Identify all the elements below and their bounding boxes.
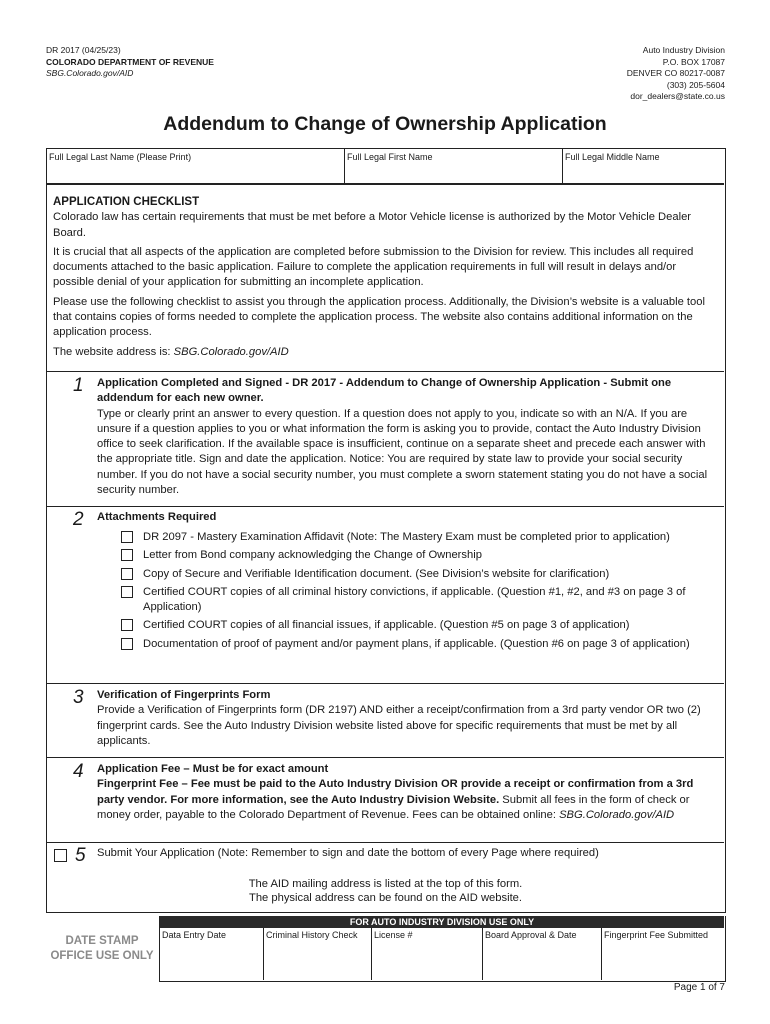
attachment-checkbox[interactable]: [121, 586, 133, 598]
attachment-label: Letter from Bond company acknowledging the Change of Ownership: [143, 549, 482, 562]
address-line: DENVER CO 80217-0087: [626, 68, 725, 78]
office-use-label: OFFICE USE ONLY: [50, 950, 154, 962]
checklist-heading: APPLICATION CHECKLIST: [53, 196, 200, 208]
fingerprint-fee-text: Fingerprint Fee – Fee must be paid to the Auto Industry Division OR provide a receipt or confirmation from a 3rd party vendor. For more information, see the Auto Industry Division Website.: [97, 778, 694, 806]
item-number: 2: [73, 509, 84, 530]
date-stamp-label: DATE STAMP: [65, 935, 139, 947]
item-number: 4: [73, 761, 84, 782]
attachment-checkbox[interactable]: [121, 619, 133, 631]
criminal-history-cell[interactable]: [264, 928, 372, 980]
application-checklist: [53, 195, 717, 364]
item-body: [97, 510, 713, 525]
checklist-paragraph: It is crucial that all aspects of the application are completed before submission to the Division for review. This includes all required documents attached to the basic application. Failure to complete the application requirements in full will result in delays and/or possible denial of your application for submitting an incomplete application.: [53, 245, 694, 289]
column-label: Fingerprint Fee Submitted: [604, 930, 709, 940]
date-stamp-area: [46, 934, 158, 964]
item-title: Verification of Fingerprints Form: [97, 689, 271, 701]
divider: [47, 757, 724, 758]
column-label: Data Entry Date: [162, 930, 227, 940]
attachment-item: [97, 530, 713, 545]
attachment-checkbox[interactable]: [121, 638, 133, 650]
form-header-left: [46, 45, 214, 80]
department-name: COLORADO DEPARTMENT OF REVENUE: [46, 56, 214, 67]
email-link[interactable]: dor_dealers@state.co.us: [630, 91, 725, 101]
first-name-field[interactable]: [345, 149, 563, 183]
data-entry-date-cell[interactable]: [160, 928, 264, 980]
address-line: Auto Industry Division: [642, 45, 725, 55]
checklist-paragraph: Please use the following checklist to assist you through the application process. Additionally, the Division’s website is a valuable tool that contains copies of forms needed to complete the application process. The website also contains additional information on the application process.: [53, 295, 705, 339]
address-line: (303) 205-5604: [666, 79, 725, 90]
attachment-label: Documentation of proof of payment and/or payment plans, if applicable. (Question #6 on page 3 of application): [143, 637, 690, 650]
item-body: [97, 376, 713, 498]
attachment-item: [97, 585, 713, 616]
license-number-cell[interactable]: [372, 928, 483, 980]
fingerprint-fee-cell[interactable]: [602, 928, 724, 980]
item-description: Submit Your Application (Note: Remember to sign and date the bottom of every Page where required): [97, 847, 599, 859]
mailing-note-line: The physical address can be found on the AID website.: [248, 892, 523, 904]
attachment-item: [97, 567, 713, 582]
submit-checkbox[interactable]: [54, 849, 67, 862]
item-description: [97, 777, 713, 823]
attachment-item: [97, 618, 713, 633]
item-description: Provide a Verification of Fingerprints form (DR 2197) AND either a receipt/confirmation from a 3rd party vendor OR two (2) fingerprint cards. See the Auto Industry Division website listed above for specific requirements that must be met by all applicants.: [97, 704, 701, 747]
website-link[interactable]: SBG.Colorado.gov/AID: [46, 68, 134, 78]
attachment-item: [97, 548, 713, 563]
name-row: [47, 149, 724, 185]
last-name-label: Full Legal Last Name (Please Print): [49, 152, 192, 162]
attachment-list: [97, 530, 713, 655]
divider: [47, 506, 724, 507]
last-name-field[interactable]: [47, 149, 345, 183]
item-number: 3: [73, 687, 84, 708]
attachment-checkbox[interactable]: [121, 568, 133, 580]
form-id: DR 2017 (04/25/23): [46, 45, 121, 55]
checklist-paragraph: Colorado law has certain requirements that must be met before a Motor Vehicle license is authorized by the Motor Vehicle Dealer Board.: [53, 211, 692, 239]
office-use-table: [159, 916, 726, 982]
divider: [47, 842, 724, 843]
mailing-note: [47, 877, 724, 905]
item-title: Attachments Required: [97, 511, 217, 523]
column-label: Board Approval & Date: [485, 930, 577, 940]
website-link[interactable]: SBG.Colorado.gov/AID: [559, 808, 675, 821]
item-number: 1: [73, 375, 84, 396]
website-link[interactable]: SBG.Colorado.gov/AID: [173, 345, 289, 358]
attachment-checkbox[interactable]: [121, 531, 133, 543]
attachment-label: Certified COURT copies of all financial issues, if applicable. (Question #5 on page 3 of application): [143, 619, 630, 632]
column-label: Criminal History Check: [266, 930, 358, 940]
item-body: [97, 688, 713, 749]
checklist-website: [53, 345, 717, 360]
address-line: P.O. BOX 17087: [662, 56, 725, 67]
item-number: 5: [75, 845, 86, 866]
attachment-label: DR 2097 - Mastery Examination Affidavit (Note: The Mastery Exam must be completed prior to application): [143, 531, 670, 543]
website-prefix: The website address is:: [53, 345, 174, 358]
division-address: [627, 45, 725, 103]
attachment-label: Copy of Secure and Verifiable Identification document. (See Division’s website for clarification): [143, 567, 610, 580]
office-use-heading: FOR AUTO INDUSTRY DIVISION USE ONLY: [160, 916, 724, 928]
first-name-label: Full Legal First Name: [347, 152, 433, 162]
item-title: Application Completed and Signed - DR 2017 - Addendum to Change of Ownership Application - Submit one addendum for each new owner.: [97, 377, 672, 405]
item-description: Type or clearly print an answer to every question. If a question does not apply to you, indicate so with an N/A. If you are unsure if a question applies to you or what information the form is asking you to provide, contact the Auto Industry Division office to seek clarification. If the available space is insufficient, continue on a separate sheet and precede each answer with the appropriate title. Sign and date the application. Notice: You are required by state law to provide your social security number. If you do not have a social security number, you must complete a sworn statement stating you do not have a social security number.: [97, 407, 708, 497]
board-approval-cell[interactable]: [483, 928, 602, 980]
form-frame: [46, 148, 726, 913]
attachment-item: [97, 637, 713, 652]
middle-name-field[interactable]: [563, 149, 724, 183]
item-body: [97, 762, 713, 823]
page-number: Page 1 of 7: [673, 982, 725, 993]
column-label: License #: [374, 930, 413, 940]
middle-name-label: Full Legal Middle Name: [565, 152, 660, 162]
page-title: Addendum to Change of Ownership Application: [163, 113, 607, 135]
attachment-label: Certified COURT copies of all criminal history convictions, if applicable. (Question #1, #2, and #3 on page 3 of Application): [143, 585, 686, 614]
item-title: Application Fee – Must be for exact amount: [97, 763, 329, 775]
mailing-note-line: The AID mailing address is listed at the top of this form.: [248, 878, 523, 890]
fee-instructions: Submit all fees in the form of check or money order, payable to the Colorado Department of Revenue. Fees can be obtained online:: [97, 793, 690, 821]
divider: [47, 683, 724, 684]
attachment-checkbox[interactable]: [121, 549, 133, 561]
divider: [47, 371, 724, 372]
